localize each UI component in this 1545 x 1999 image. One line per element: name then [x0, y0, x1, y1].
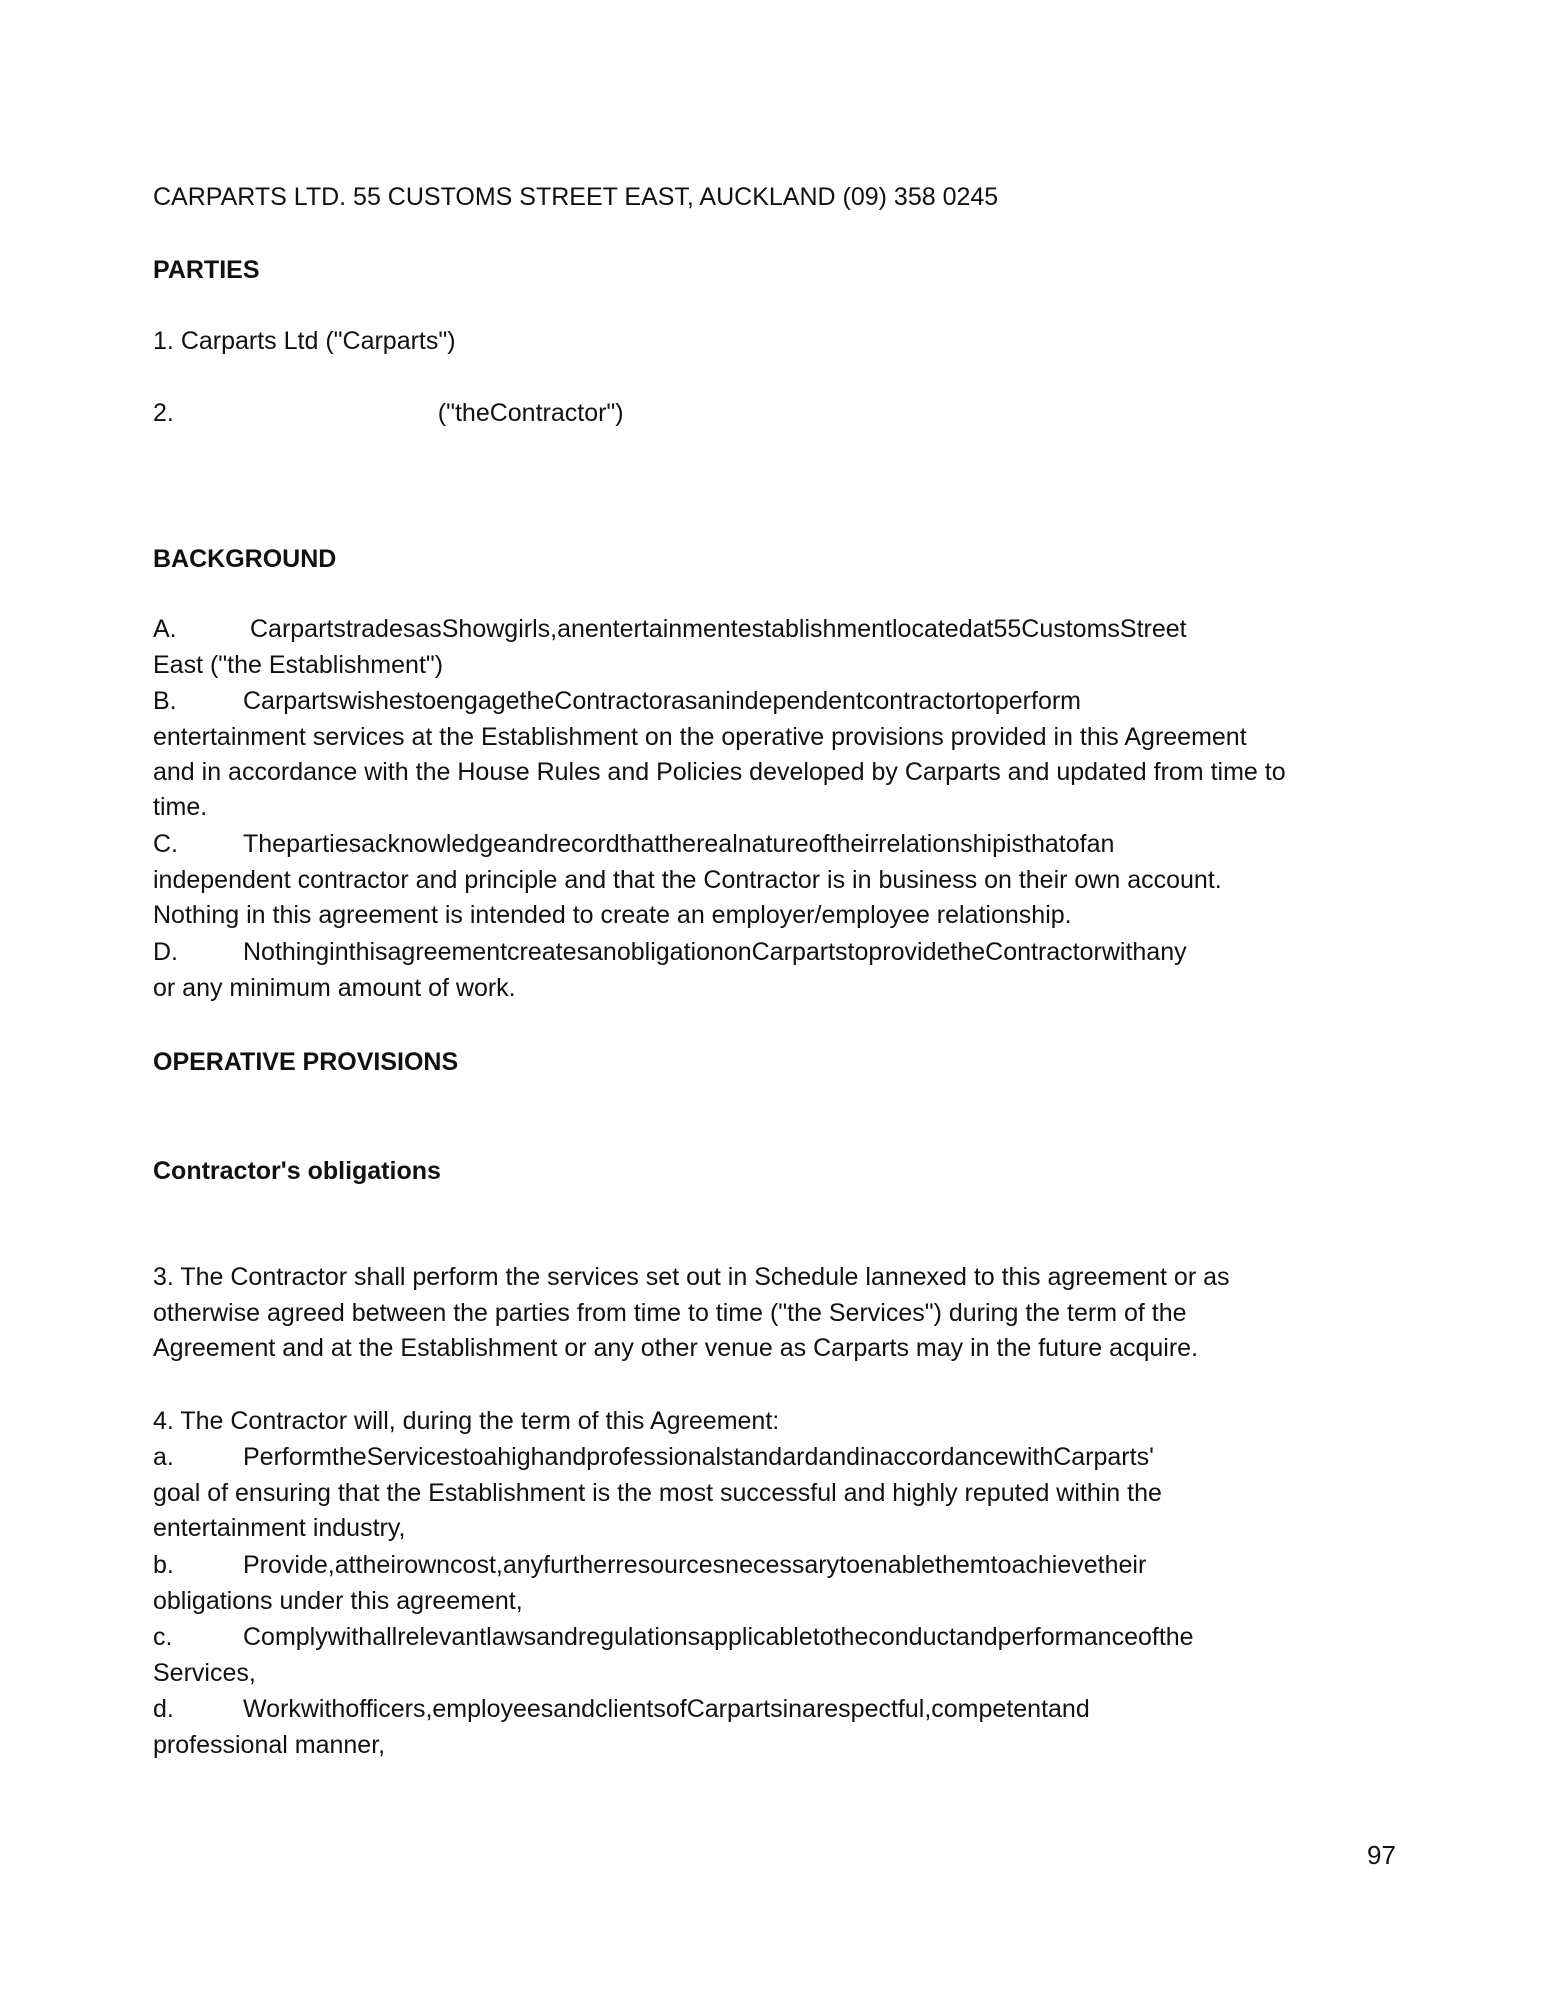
- item-label: d.: [153, 1695, 174, 1723]
- item-continuation: obligations under this agreement,: [153, 1587, 523, 1615]
- item-continuation: Nothing in this agreement is intended to create an employer/employee relationship.: [153, 901, 1072, 929]
- item-continuation: independent contractor and principle and that the Contractor is in business on their own account.: [153, 866, 1222, 894]
- item-continuation: Services,: [153, 1659, 256, 1687]
- item-continuation: or any minimum amount of work.: [153, 974, 516, 1002]
- item-continuation: time.: [153, 793, 208, 821]
- item-label: D.: [153, 938, 178, 966]
- clause-3-line: otherwise agreed between the parties from time to time ("the Services") during the term of the: [153, 1299, 1187, 1327]
- item-text: Provide,attheirowncost,anyfurtherresourcesnecessarytoenablethemtoachievetheir: [243, 1551, 1147, 1579]
- item-label: B.: [153, 687, 177, 715]
- item-continuation: professional manner,: [153, 1731, 386, 1759]
- item-label: a.: [153, 1443, 174, 1471]
- item-continuation: goal of ensuring that the Establishment is the most successful and highly reputed within the: [153, 1479, 1162, 1507]
- clause-4-item-a: [153, 1442, 1154, 1472]
- item-text: CarpartswishestoengagetheContractorasanindependentcontractortoperform: [243, 687, 1082, 715]
- background-item-b: [153, 686, 1081, 716]
- clause-4-item-b: [153, 1550, 1146, 1580]
- item-text: Thepartiesacknowledgeandrecordthattherealnatureoftheirrelationshipisthatofan: [243, 830, 1115, 858]
- item-label: A.: [153, 615, 177, 643]
- item-text: Complywithallrelevantlawsandregulationsapplicabletotheconductandperformanceofthe: [243, 1623, 1194, 1651]
- party-2: [153, 398, 624, 428]
- clause-3-line: Agreement and at the Establishment or any other venue as Carparts may in the future acquire.: [153, 1334, 1199, 1362]
- item-continuation: East ("the Establishment"): [153, 651, 444, 679]
- party-text: Carparts Ltd ("Carparts"): [180, 327, 456, 355]
- party-1: [153, 326, 456, 356]
- clause-4-item-d: [153, 1694, 1090, 1724]
- obligations-subheading: Contractor's obligations: [153, 1157, 441, 1185]
- item-label: b.: [153, 1551, 174, 1579]
- party-text: ("theContractor"): [437, 399, 624, 427]
- party-number: 2.: [153, 399, 174, 427]
- clause-4-intro: 4. The Contractor will, during the term of this Agreement:: [153, 1407, 780, 1435]
- item-label: C.: [153, 830, 178, 858]
- background-item-c: [153, 829, 1114, 859]
- operative-heading: OPERATIVE PROVISIONS: [153, 1048, 459, 1076]
- page-number: 97: [1367, 1840, 1396, 1870]
- background-item-a: [153, 614, 1187, 644]
- item-continuation: and in accordance with the House Rules and Policies developed by Carparts and updated from time to: [153, 758, 1286, 786]
- item-continuation: entertainment industry,: [153, 1514, 406, 1542]
- item-text: CarpartstradesasShowgirls,anentertainmentestablishmentlocatedat55CustomsStreet: [250, 615, 1187, 643]
- item-text: PerformtheServicestoahighandprofessionalstandardandinaccordancewithCarparts': [243, 1443, 1154, 1471]
- item-continuation: entertainment services at the Establishment on the operative provisions provided in this Agreement: [153, 723, 1247, 751]
- item-text: NothinginthisagreementcreatesanobligationonCarpartstoprovidetheContractorwithany: [243, 938, 1187, 966]
- parties-heading: PARTIES: [153, 256, 260, 284]
- item-label: c.: [153, 1623, 173, 1651]
- clause-4-item-c: [153, 1622, 1194, 1652]
- company-header: CARPARTS LTD. 55 CUSTOMS STREET EAST, AUCKLAND (09) 358 0245: [153, 183, 999, 211]
- background-item-d: [153, 937, 1187, 967]
- background-heading: BACKGROUND: [153, 545, 337, 573]
- party-number: 1.: [153, 327, 174, 355]
- item-text: Workwithofficers,employeesandclientsofCarpartsinarespectful,competentand: [243, 1695, 1090, 1723]
- clause-3-line: 3. The Contractor shall perform the services set out in Schedule lannexed to this agreement or as: [153, 1263, 1230, 1291]
